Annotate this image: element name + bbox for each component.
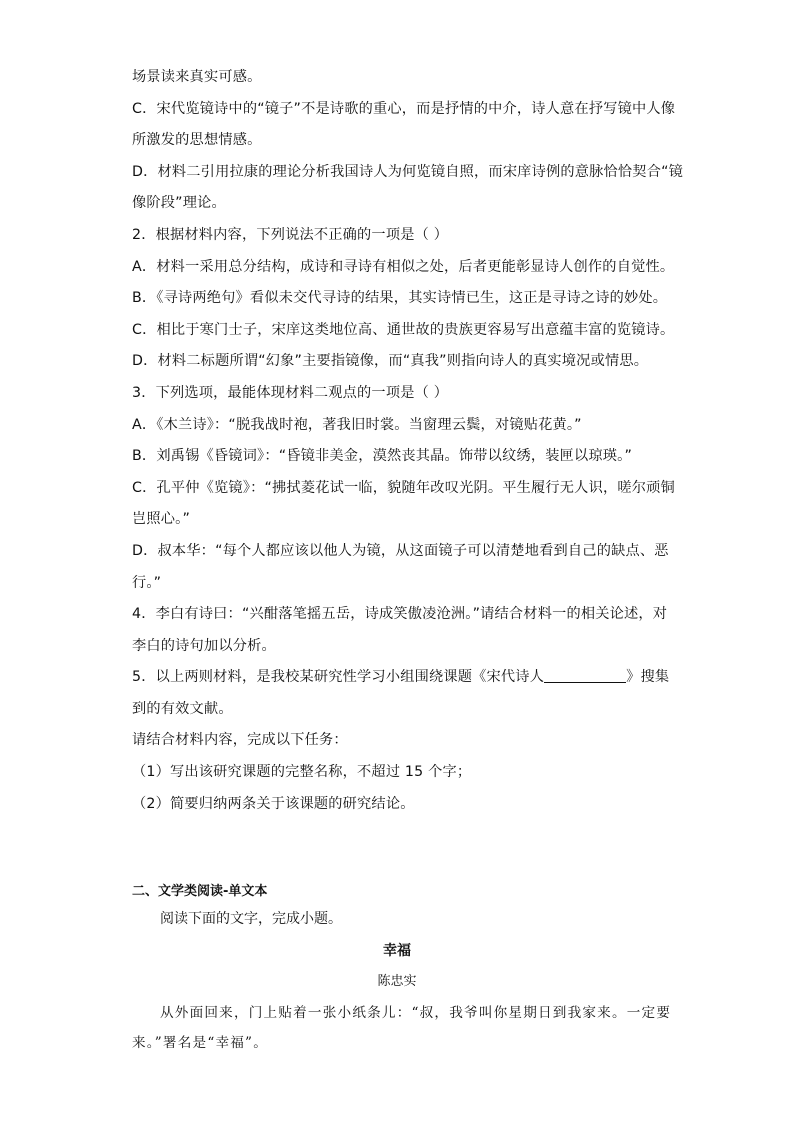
story-paragraph <box>132 998 672 1058</box>
question-4-line-2: 李白的诗句加以分析。 <box>132 637 276 654</box>
q2-option-b: B．《寻诗两绝句》看似未交代寻诗的结果，其实诗情已生，这正是寻诗之诗的妙处。 <box>132 290 668 307</box>
option-d-line-1: D．材料二引用拉康的理论分析我国诗人为何览镜自照，而宋庠诗例的意脉恰恰契合“镜 <box>132 163 684 180</box>
story-title: 幸福 <box>383 943 411 959</box>
q3-option-d-line-1: D．叔本华：“每个人都应该以他人为镜，从这面镜子可以清楚地看到自己的缺点、恶 <box>132 542 669 559</box>
question-section <box>132 62 684 820</box>
option-c-line-1: C．宋代览镜诗中的“镜子”不是诗歌的重心，而是抒情的中介，诗人意在抒写镜中人像 <box>132 100 676 117</box>
section-title: 二、文学类阅读-单文本 <box>132 884 268 899</box>
question-5-line-2: 到的有效文献。 <box>132 700 233 717</box>
q3-option-c-line-1: C．孔平仲《览镜》：“拂拭菱花试一临，貌随年改叹光阴。平生履行无人识，嗟尔顽铜 <box>132 479 675 496</box>
task-intro: 请结合材料内容，完成以下任务： <box>132 732 348 749</box>
story-line-2: 来。”署名是“幸福”。 <box>132 1035 268 1051</box>
q2-option-a: A．材料一采用总分结构，成诗和寻诗有相似之处，后者更能彰显诗人创作的自觉性。 <box>132 258 675 275</box>
text-line: 场景读来真实可感。 <box>132 69 262 85</box>
option-d-line-2: 像阶段”理论。 <box>132 195 226 212</box>
question-4-line-1: 4．李白有诗曰：“兴酣落笔摇五岳，诗成笑傲凌沧洲。”请结合材料一的相关论述，对 <box>132 606 668 623</box>
q3-option-d-line-2: 行。” <box>132 574 162 591</box>
q3-option-a: A．《木兰诗》：“脱我战时袍，著我旧时裳。当窗理云鬓，对镜贴花黄。” <box>132 416 582 433</box>
question-2: 2．根据材料内容，下列说法不正确的一项是（ ） <box>132 226 449 243</box>
option-c-line-2: 所激发的思想情感。 <box>132 132 262 149</box>
q3-option-c-line-2: 岂照心。” <box>132 511 191 528</box>
task-1: （1）写出该研究课题的完整名称，不超过 15 个字； <box>132 764 472 781</box>
q5-text-after: 》搜集 <box>626 669 670 686</box>
story-line-1: 从外面回来，门上贴着一张小纸条儿：“叔，我爷叫你星期日到我家来。一定要 <box>160 1005 672 1021</box>
q3-option-b: B．刘禹锡《昏镜词》：“昏镜非美金，漠然丧其晶。饰带以纹绣，装匣以琼瑛。” <box>132 448 633 465</box>
q2-option-d: D．材料二标题所谓“幻象”主要指镜像，而“真我”则指向诗人的真实境况或情思。 <box>132 353 649 370</box>
question-3: 3．下列选项，最能体现材料二观点的一项是（ ） <box>132 384 449 401</box>
q2-option-c: C．相比于寒门士子，宋庠这类地位高、通世故的贵族更容易写出意蕴丰富的览镜诗。 <box>132 321 675 338</box>
answer-blank[interactable] <box>544 666 626 683</box>
story-author: 陈忠实 <box>377 974 417 989</box>
reading-instruction: 阅读下面的文字，完成小题。 <box>160 911 342 927</box>
task-2: （2）简要归纳两条关于该课题的研究结论。 <box>132 795 415 812</box>
question-5-line-1 <box>132 662 670 694</box>
q5-text-before: 5．以上两则材料，是我校某研究性学习小组围绕课题《宋代诗人 <box>132 669 545 686</box>
